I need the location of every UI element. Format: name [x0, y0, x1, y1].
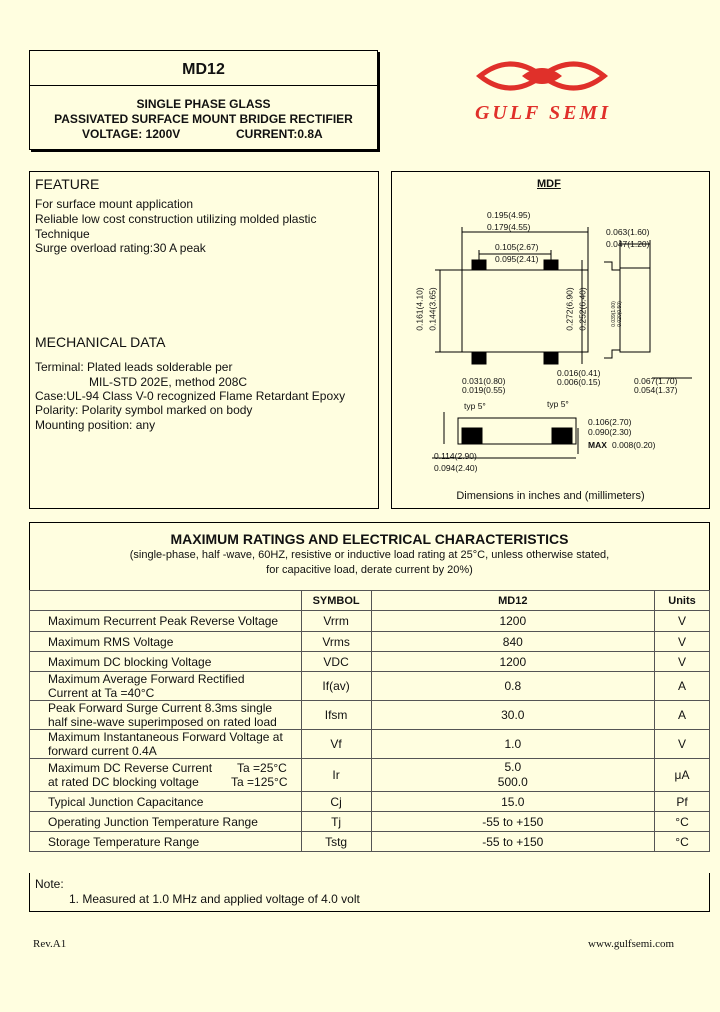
- dim-typ-left: typ 5°: [464, 401, 486, 411]
- unit-cell: A: [655, 701, 710, 730]
- value-cell: [371, 759, 654, 792]
- dim-typ-right: typ 5°: [547, 399, 569, 409]
- value-cell: 840: [371, 632, 654, 652]
- unit-cell: Pf: [655, 792, 710, 812]
- mechanical-title: MECHANICAL DATA: [35, 334, 166, 350]
- package-name: MDF: [537, 178, 561, 190]
- dim-h-right-max: 0.272(6.90): [564, 287, 575, 331]
- feature-line: For surface mount application: [35, 197, 194, 211]
- param-cell: [30, 759, 302, 792]
- dim-side-top-max: 0.063(1.60): [606, 227, 650, 237]
- package-diagram-box: [391, 171, 710, 509]
- dim-w-outer-max: 0.195(4.95): [487, 210, 531, 220]
- dim-max-val: 0.008(0.20): [612, 440, 656, 450]
- dim-h-left-min: 0.144(3.65): [427, 287, 438, 331]
- dim-max-label: MAX: [588, 440, 607, 450]
- table-row: [30, 701, 710, 730]
- notes-box: [29, 873, 710, 912]
- header-symbol: SYMBOL: [301, 591, 371, 611]
- symbol-cell: Ir: [301, 759, 371, 792]
- param-cell: Maximum RMS Voltage: [30, 632, 302, 652]
- unit-cell: μA: [655, 759, 710, 792]
- current-rating: CURRENT:0.8A: [236, 127, 323, 141]
- symbol-cell: If(av): [301, 672, 371, 701]
- ratings-note-1: (single-phase, half -wave, 60HZ, resistive or inductive load rating at 25°C, unless otherwise stated,: [129, 549, 610, 561]
- header-part: MD12: [371, 591, 654, 611]
- param-cell: Typical Junction Capacitance: [30, 792, 302, 812]
- param-cell: Peak Forward Surge Current 8.3ms single half sine-wave superimposed on rated load: [30, 701, 302, 730]
- dim-bot-w-min: 0.094(2.40): [434, 463, 478, 473]
- subtitle-line1: SINGLE PHASE GLASS: [136, 97, 271, 111]
- table-row: [30, 730, 710, 759]
- cond-b: Ta =125°C: [231, 775, 288, 789]
- package-outline-drawing: [392, 172, 709, 487]
- feature-line: Surge overload rating:30 A peak: [35, 241, 206, 255]
- table-header-row: [30, 591, 710, 611]
- feature-line: Reliable low cost construction utilizing molded plastic: [35, 212, 317, 226]
- dim-lead-w-min: 0.019(0.55): [462, 385, 506, 395]
- table-row: [30, 652, 710, 672]
- value-b: 500.0: [497, 775, 528, 789]
- table-row: [30, 812, 710, 832]
- param-cell: Storage Temperature Range: [30, 832, 302, 852]
- feature-line: Technique: [35, 227, 90, 241]
- cond-a: Ta =25°C: [237, 761, 287, 775]
- mechanical-line: Case:UL-94 Class V-0 recognized Flame Retardant Epoxy: [35, 389, 346, 403]
- param-text-b: at rated DC blocking voltage: [48, 775, 199, 789]
- table-row: [30, 672, 710, 701]
- value-cell: 30.0: [371, 701, 654, 730]
- param-cell: Maximum Average Forward Rectified Current at Ta =40°C: [30, 672, 302, 701]
- param-text: Maximum DC Reverse Current: [48, 761, 213, 775]
- param-cell: Maximum DC blocking Voltage: [30, 652, 302, 672]
- dim-h-left-max: 0.161(4.10): [414, 287, 425, 331]
- header-param: [30, 591, 302, 611]
- mechanical-line: MIL-STD 202E, method 208C: [89, 375, 248, 389]
- table-row: [30, 632, 710, 652]
- revision-label: Rev.A1: [33, 938, 67, 950]
- value-cell: 1200: [371, 652, 654, 672]
- value-a: 5.0: [504, 760, 522, 774]
- dim-lead-t-min: 0.006(0.15): [557, 377, 601, 387]
- table-row: [30, 832, 710, 852]
- mechanical-line: Polarity: Polarity symbol marked on body: [35, 403, 253, 417]
- table-row: [30, 611, 710, 632]
- mechanical-line: Mounting position: any: [35, 418, 156, 432]
- ratings-title: MAXIMUM RATINGS AND ELECTRICAL CHARACTERISTICS: [170, 531, 569, 547]
- unit-cell: V: [655, 611, 710, 632]
- value-cell: 1.0: [371, 730, 654, 759]
- dim-w-inner-max: 0.105(2.67): [495, 242, 539, 252]
- unit-cell: °C: [655, 832, 710, 852]
- symbol-cell: Vrrm: [301, 611, 371, 632]
- voltage-rating: VOLTAGE: 1200V: [82, 127, 181, 141]
- table-row: [30, 792, 710, 812]
- symbol-cell: Vrms: [301, 632, 371, 652]
- dim-side-bot-max: 0.067(1.70): [634, 376, 678, 386]
- dim-w-outer-min: 0.179(4.55): [487, 222, 531, 232]
- value-cell: -55 to +150: [371, 812, 654, 832]
- feature-box: [29, 171, 379, 509]
- dim-side-top-min: 0.047(1.20): [606, 239, 650, 249]
- symbol-cell: Tstg: [301, 832, 371, 852]
- symbol-cell: Cj: [301, 792, 371, 812]
- header-units: Units: [655, 591, 710, 611]
- dim-body-h-max: 0.106(2.70): [588, 417, 632, 427]
- unit-cell: °C: [655, 812, 710, 832]
- dim-h-right-min: 0.252(6.40): [577, 287, 588, 331]
- note-item: 1. Measured at 1.0 MHz and applied voltage of 4.0 volt: [69, 892, 360, 906]
- symbol-cell: Ifsm: [301, 701, 371, 730]
- gulf-semi-logo: [462, 50, 622, 130]
- dim-w-inner-min: 0.095(2.41): [495, 254, 539, 264]
- value-cell: -55 to +150: [371, 832, 654, 852]
- dim-lead-t-max: 0.016(0.41): [557, 368, 601, 378]
- logo-text: GULF SEMI: [474, 102, 612, 124]
- mechanical-line: Terminal: Plated leads solderable per: [35, 360, 233, 374]
- ratings-table: [29, 590, 710, 852]
- dim-body-h-min: 0.090(2.30): [588, 427, 632, 437]
- website-link[interactable]: www.gulfsemi.com: [588, 938, 675, 950]
- part-number: MD12: [182, 61, 225, 78]
- value-cell: 1200: [371, 611, 654, 632]
- table-row: [30, 759, 710, 792]
- value-cell: 0.8: [371, 672, 654, 701]
- unit-cell: V: [655, 632, 710, 652]
- notes-label: Note:: [35, 877, 64, 891]
- subtitle-line2: PASSIVATED SURFACE MOUNT BRIDGE RECTIFIER: [54, 112, 353, 126]
- dim-bot-w-max: 0.114(2.90): [434, 451, 477, 461]
- unit-cell: V: [655, 652, 710, 672]
- unit-cell: V: [655, 730, 710, 759]
- symbol-cell: Vf: [301, 730, 371, 759]
- dim-side-bot-min: 0.054(1.37): [634, 385, 678, 395]
- param-cell: Maximum Recurrent Peak Reverse Voltage: [30, 611, 302, 632]
- symbol-cell: Tj: [301, 812, 371, 832]
- value-cell: 15.0: [371, 792, 654, 812]
- param-cell: Maximum Instantaneous Forward Voltage at forward current 0.4A: [30, 730, 302, 759]
- param-cell: Operating Junction Temperature Range: [30, 812, 302, 832]
- diagram-caption: Dimensions in inches and (millimeters): [456, 490, 645, 502]
- dim-lead-w-max: 0.031(0.80): [462, 376, 506, 386]
- symbol-cell: VDC: [301, 652, 371, 672]
- dim-side-small: 0.039(1.00) 0.020(0.50): [610, 301, 623, 327]
- ratings-box: [29, 522, 710, 590]
- title-box: [29, 50, 378, 150]
- feature-title: FEATURE: [35, 176, 100, 192]
- ratings-note-2: for capacitive load, derate current by 20%): [266, 564, 473, 576]
- unit-cell: A: [655, 672, 710, 701]
